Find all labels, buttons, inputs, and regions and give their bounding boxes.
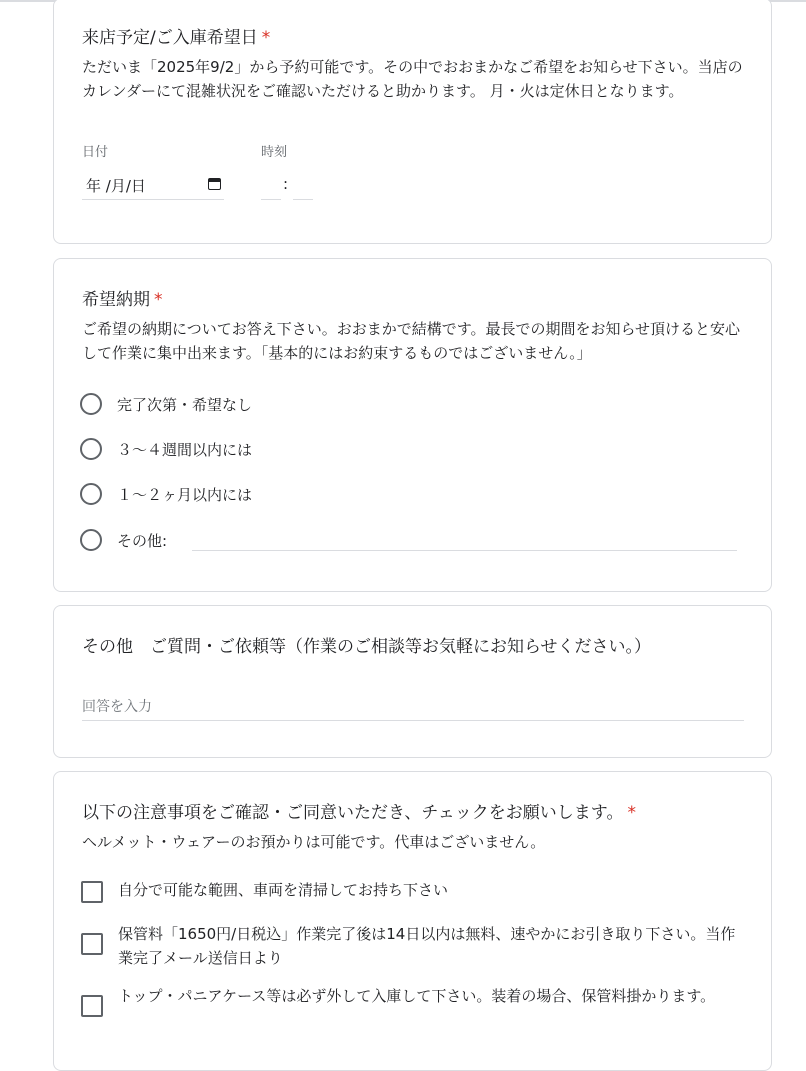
checkbox-label: 自分で可能な範囲、車両を清掃してお持ち下さい: [118, 881, 449, 899]
hour-input[interactable]: [261, 199, 281, 200]
date-placeholder: 年 /月/日: [86, 177, 146, 195]
checkbox-label: トップ・パニアケース等は必ず外して入庫して下さい。装着の場合、保管料掛かります。: [118, 987, 716, 1005]
minute-input[interactable]: [293, 199, 313, 200]
question-title: [82, 289, 163, 311]
time-separator: :: [283, 175, 289, 193]
required-asterisk: *: [627, 803, 636, 823]
question-title-text: 以下の注意事項をご確認・ご同意いただき、チェックをお願いします。: [82, 803, 624, 823]
other-text-input[interactable]: [192, 550, 737, 551]
radio-label: １〜２ヶ月以内には: [117, 486, 253, 504]
question-description: ただいま「2025年9/2」から予約可能です。その中でおおまかなご希望をお知らせ下さい。当店のカレンダーにて混雑状況をご確認いただけると助かります。 月・火は定休日となります。: [82, 58, 743, 100]
required-asterisk: *: [261, 28, 271, 48]
radio-label: ３〜４週間以内には: [117, 441, 253, 459]
other-question-card: [53, 605, 772, 758]
checkbox-label: 保管料「1650円/日税込」作業完了後は14日以内は無料、速やかにお引き取り下さい。当作業完了メール送信日より: [118, 925, 736, 967]
question-title-text: 希望納期: [82, 290, 150, 310]
radio-button[interactable]: [80, 483, 102, 505]
required-asterisk: *: [154, 290, 163, 310]
date-input[interactable]: [82, 171, 224, 200]
consent-question-card: [53, 771, 772, 1071]
radio-label: その他:: [117, 532, 168, 550]
time-label: 時刻: [261, 145, 288, 160]
question-title-text: 来店予定/ご入庫希望日: [82, 28, 258, 48]
checkbox[interactable]: [81, 995, 103, 1017]
question-description: ご希望の納期についてお答え下さい。おおまかで結構です。最長での期間をお知らせ頂けると安心して作業に集中出来ます。「基本的にはお約束するものではございません。」: [82, 320, 741, 362]
question-title: その他 ご質問・ご依頼等（作業のご相談等お気軽にお知らせください。）: [82, 637, 651, 657]
checkbox[interactable]: [81, 881, 103, 903]
calendar-icon[interactable]: [208, 178, 221, 190]
radio-button[interactable]: [80, 529, 102, 551]
question-title: [82, 27, 270, 49]
question-description: ヘルメット・ウェアーのお預かりは可能です。代車はございません。: [82, 833, 546, 851]
radio-button[interactable]: [80, 438, 102, 460]
answer-input[interactable]: [82, 694, 744, 721]
checkbox[interactable]: [81, 933, 103, 955]
question-title: [82, 802, 636, 824]
date-question-card: [53, 0, 772, 244]
radio-label: 完了次第・希望なし: [117, 396, 253, 414]
radio-button[interactable]: [80, 393, 102, 415]
delivery-question-card: [53, 258, 772, 592]
date-label: 日付: [82, 145, 109, 160]
